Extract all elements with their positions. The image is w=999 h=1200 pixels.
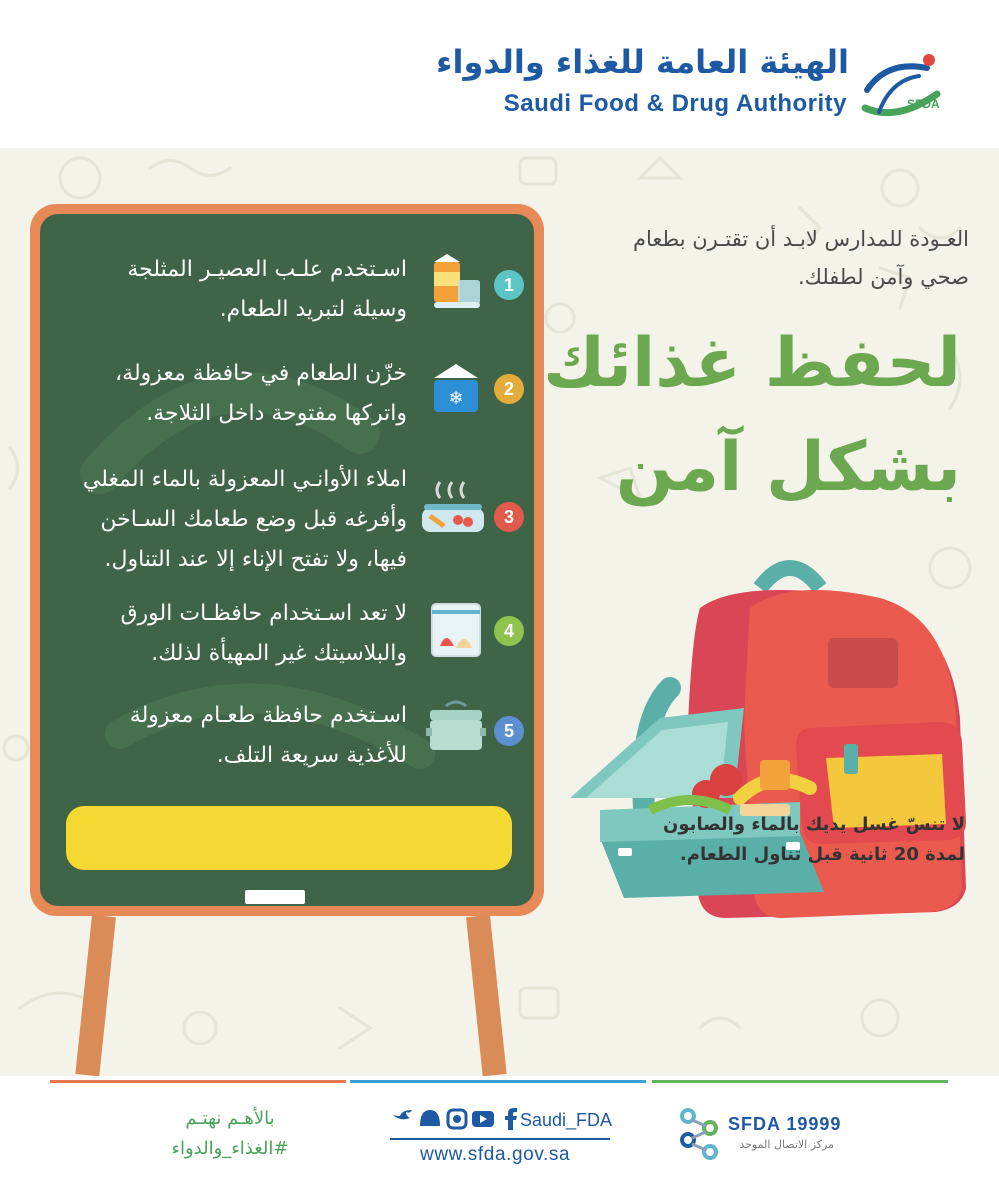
website-link[interactable]: www.sfda.gov.sa: [420, 1144, 571, 1165]
brand-name-arabic: الهيئة العامة للغذاء والدواء: [436, 43, 849, 81]
tagline: بالأهـم نهتـم: [185, 1108, 275, 1129]
title-line-2: بشكل آمن: [615, 428, 961, 507]
chalk-holder: [245, 890, 305, 904]
intro-line-1: العـودة للمدارس لابـد أن تقتـرن بطعام: [632, 227, 969, 251]
footer-divider-right: [652, 1080, 948, 1083]
step-4-number: 4: [494, 616, 524, 646]
instagram-icon[interactable]: [448, 1110, 466, 1128]
hotline-label: مركز الاتصال الموحد: [739, 1138, 834, 1151]
step-4-line-1: لا تعد اسـتخدام حافظـات الورق: [120, 601, 407, 626]
step-1-line-1: اسـتخدم علـب العصيـر المثلجة: [127, 257, 407, 282]
step-5-line-1: اسـتخدم حافظة طعـام معزولة: [129, 703, 407, 728]
hashtag[interactable]: #الغذاء_والدواء: [171, 1138, 289, 1159]
note-line-1: لا تنسّ غسل يديك بالماء والصابون: [663, 814, 965, 835]
step-2-number: 2: [494, 374, 524, 404]
step-1-text: [67, 250, 407, 330]
youtube-icon[interactable]: [472, 1111, 494, 1127]
step-2-line-2: واتركها مفتوحة داخل الثلاجة.: [146, 401, 407, 426]
plastic-bag-icon: [428, 600, 484, 660]
svg-text:❄: ❄: [448, 388, 464, 409]
sfda-logo-icon: [857, 50, 947, 130]
hot-food-container-icon: [418, 478, 488, 538]
hotline-number[interactable]: SFDA 19999: [728, 1114, 842, 1134]
lunch-box-icon: [424, 696, 488, 756]
step-5-text: [67, 696, 407, 776]
hotline-logo-icon: [674, 1106, 724, 1162]
step-5-line-2: للأغذية سريعة التلف.: [216, 743, 407, 768]
step-3-text: [57, 460, 407, 580]
step-4-line-2: والبلاسيتك غير المهيأة لذلك.: [151, 641, 407, 666]
twitter-icon[interactable]: [392, 1110, 412, 1119]
juice-box-icon: [428, 252, 484, 312]
step-4-text: [67, 594, 407, 674]
step-1-line-2: وسيلة لتبريد الطعام.: [219, 297, 407, 322]
facebook-icon[interactable]: [505, 1108, 517, 1130]
intro-text: [549, 220, 969, 296]
footer: [0, 1076, 999, 1200]
intro-line-2: صحي وآمن لطفلك.: [797, 265, 969, 289]
step-3-line-1: املاء الأوانـي المعزولة بالماء المغلي: [82, 467, 407, 492]
step-3-line-3: فيها، ولا تفتح الإناء إلا عند التناول.: [104, 547, 407, 572]
handwashing-note: [66, 806, 512, 870]
footer-divider-left: [50, 1080, 346, 1083]
step-2-text: [67, 354, 407, 434]
footer-divider-middle: [350, 1080, 646, 1083]
snapchat-icon[interactable]: [420, 1110, 440, 1126]
step-1-number: 1: [494, 270, 524, 300]
title-line-1: لحفظ غذائك: [543, 324, 961, 403]
step-5-number: 5: [494, 716, 524, 746]
step-3-number: 3: [494, 502, 524, 532]
social-icons: [390, 1106, 520, 1132]
step-2-line-1: خزّن الطعام في حافظة معزولة،: [115, 361, 407, 386]
cooler-bag-icon: [428, 358, 484, 418]
note-line-2: لمدة 20 ثانية قبل تناول الطعام.: [679, 844, 965, 865]
header: [0, 0, 999, 148]
logo-text: SFDA: [907, 97, 940, 111]
social-underline: [390, 1138, 610, 1140]
infographic-panel: [0, 148, 999, 1076]
brand-name-english: Saudi Food & Drug Authority: [503, 90, 847, 117]
social-handle[interactable]: Saudi_FDA: [520, 1110, 613, 1130]
step-3-line-2: وأفرغه قبل وضع طعامك السـاخن: [100, 507, 407, 532]
